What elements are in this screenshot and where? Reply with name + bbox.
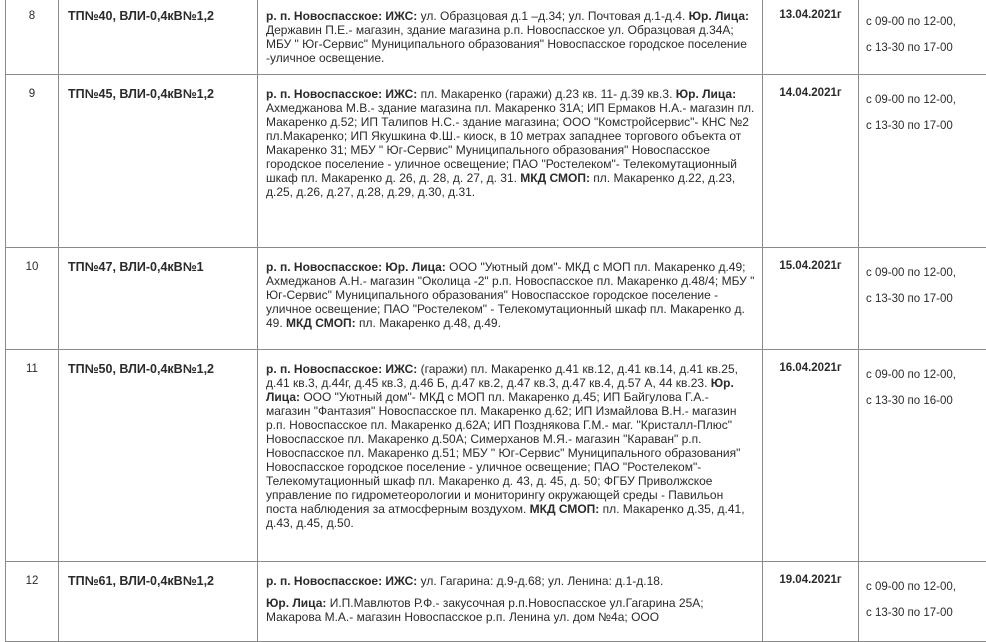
row-number: 11 <box>6 350 59 562</box>
substation-line: ТП№45, ВЛИ-0,4кВ№1,2 <box>59 75 258 248</box>
outage-schedule-table <box>5 0 986 642</box>
time-interval: с 09-00 по 12-00, <box>866 87 986 113</box>
time-interval: с 09-00 по 12-00, <box>866 260 986 286</box>
desc-text: ООО "Уютный дом"- МКД с МОП пл. Макаренко д.49; Ахмеджанов А.Н.- магазин "Околица -2" р.п. Новоспасское пл. Макаренко д.48/4; МБУ " Юг-Сервис" Муниципального образования" Новоспасское городское поселение - уличное освещение; ПАО "Ростелеком" - Телекомутационный шкаф пл. Макаренко д. 49. <box>266 260 754 330</box>
outage-time <box>859 350 986 562</box>
table-body <box>6 0 986 642</box>
time-interval: с 13-30 по 16-00 <box>866 388 986 414</box>
row-number: 10 <box>6 248 59 350</box>
desc-bold-label: р. п. Новоспасское: Юр. Лица: <box>266 260 446 274</box>
desc-text: пл. Макаренко д.48, д.49. <box>356 316 501 330</box>
affected-consumers <box>258 75 763 248</box>
outage-time <box>859 75 986 248</box>
outage-time <box>859 562 986 642</box>
desc-text: пл. Макаренко д.35, д.41, д.43, д.45, д.50. <box>266 502 745 530</box>
desc-bold-label: Юр. Лица: <box>266 596 326 610</box>
desc-bold-label: р. п. Новоспасское: ИЖС: <box>266 9 417 23</box>
desc-bold-label: МКД СМОП: <box>520 171 590 185</box>
substation-line: ТП№50, ВЛИ-0,4кВ№1,2 <box>59 350 258 562</box>
table-row <box>6 0 986 75</box>
row-number: 8 <box>6 0 59 75</box>
table-row <box>6 562 986 642</box>
desc-text: (гаражи) пл. Макаренко д.41 кв.12, д.41 кв.14, д.41 кв.25, д.41 кв.3, д.44г, д.45 кв.3, д.46 Б, д.47 кв.2, д.47 кв.3, д.47 кв.4, д.57 А, 44 кв.23. <box>266 362 738 390</box>
row-number: 12 <box>6 562 59 642</box>
desc-bold-label: Юр. Лица: <box>266 376 734 404</box>
outage-date: 16.04.2021г <box>763 350 859 562</box>
outage-time <box>859 0 986 75</box>
desc-text: Ахмеджанова М.В.- здание магазина пл. Макаренко 31А; ИП Ермаков Н.А.- магазин пл. Макаренко д.52; ИП Талипов Н.С.- здание магазина; ООО "Комстройсервис"- КНС №2 пл.Макаренко; ИП Якушкина Ф.Ш.- киоск, в 10 метрах западнее торгового объекта от Макаренко 31; МБУ " Юг-Сервис" Муниципального образования" Новоспасское городское поселение - уличное освещение; ПАО "Ростелеком"- Телекомутационный шкаф пл. Макаренко д. 26, д. 28, д. 27, д. 31. <box>266 101 754 185</box>
substation-line: ТП№61, ВЛИ-0,4кВ№1,2 <box>59 562 258 642</box>
outage-date: 13.04.2021г <box>763 0 859 75</box>
desc-text: Державин П.Е.- магазин, здание магазина р.п. Новоспасское ул. Образцовая д.34А; МБУ " Юг-Сервис" Муниципального образования" Новоспасское городское поселение -уличное освещение. <box>266 23 747 65</box>
desc-bold-label: Юр. Лица: <box>676 87 736 101</box>
time-interval: с 13-30 по 17-00 <box>866 286 986 312</box>
desc-text: пл. Макаренко (гаражи) д.23 кв. 11- д.39 кв.3. <box>417 87 675 101</box>
desc-text: И.П.Мавлютов Р.Ф.- закусочная р.п.Новоспасское ул.Гагарина 25А; Макарова М.А.- магазин Новоспасское р.п. Ленина ул. дом №4а; ООО <box>266 596 704 624</box>
desc-bold-label: р. п. Новоспасское: ИЖС: <box>266 362 417 376</box>
paragraph-gap <box>266 588 756 596</box>
desc-bold-label: МКД СМОП: <box>530 502 600 516</box>
affected-consumers <box>258 0 763 75</box>
outage-time <box>859 248 986 350</box>
table-row <box>6 75 986 248</box>
substation-line: ТП№47, ВЛИ-0,4кВ№1 <box>59 248 258 350</box>
time-interval: с 09-00 по 12-00, <box>866 574 986 600</box>
time-interval: с 09-00 по 12-00, <box>866 362 986 388</box>
desc-text: ул. Образцовая д.1 –д.34; ул. Почтовая д.1-д.4. <box>417 9 688 23</box>
time-interval: с 09-00 по 12-00, <box>866 9 986 35</box>
time-interval: с 13-30 по 17-00 <box>866 35 986 61</box>
desc-bold-label: р. п. Новоспасское: ИЖС: <box>266 87 417 101</box>
table-row <box>6 350 986 562</box>
affected-consumers <box>258 562 763 642</box>
desc-bold-label: р. п. Новоспасское: ИЖС: <box>266 574 417 588</box>
table-row <box>6 248 986 350</box>
row-number: 9 <box>6 75 59 248</box>
outage-date: 15.04.2021г <box>763 248 859 350</box>
affected-consumers <box>258 350 763 562</box>
affected-consumers <box>258 248 763 350</box>
substation-line: ТП№40, ВЛИ-0,4кВ№1,2 <box>59 0 258 75</box>
outage-date: 14.04.2021г <box>763 75 859 248</box>
desc-text: ул. Гагарина: д.9-д.68; ул. Ленина: д.1-д.18. <box>417 574 663 588</box>
time-interval: с 13-30 по 17-00 <box>866 600 986 626</box>
desc-text: пл. Макаренко д.22, д.23, д.25, д.26, д.27, д.28, д.29, д.30, д.31. <box>266 171 735 199</box>
time-interval: с 13-30 по 17-00 <box>866 113 986 139</box>
desc-bold-label: Юр. Лица: <box>689 9 749 23</box>
outage-date: 19.04.2021г <box>763 562 859 642</box>
desc-bold-label: МКД СМОП: <box>286 316 356 330</box>
desc-text: ООО "Уютный дом"- МКД с МОП пл. Макаренко д.45; ИП Байгулова Г.А.- магазин "Фантазия" Новоспасское пл. Макаренко д.62; ИП Измайлова В.Н.- магазин р.п. Новоспасское пл. Макаренко д.62А; ИП Позднякова Г.М.- маг. "Кристалл-Плюс" Новоспасское пл. Макаренко д.50А; Симерханов М.Я.- магазин "Караван" р.п. Новоспасское пл. Макаренко д.51; МБУ " Юг-Сервис" Муниципального образования" Новоспасское городское поселение - уличное освещение; ПАО "Ростелеком"- Телекомутационный шкаф пл. Макаренко д. 43, д. 45, д. 50; ФГБУ Приволжское управление по гидрометеорологии и мониторингу окружающей среды - Павильон поста наблюдения за атмосферным воздухом. <box>266 390 740 516</box>
